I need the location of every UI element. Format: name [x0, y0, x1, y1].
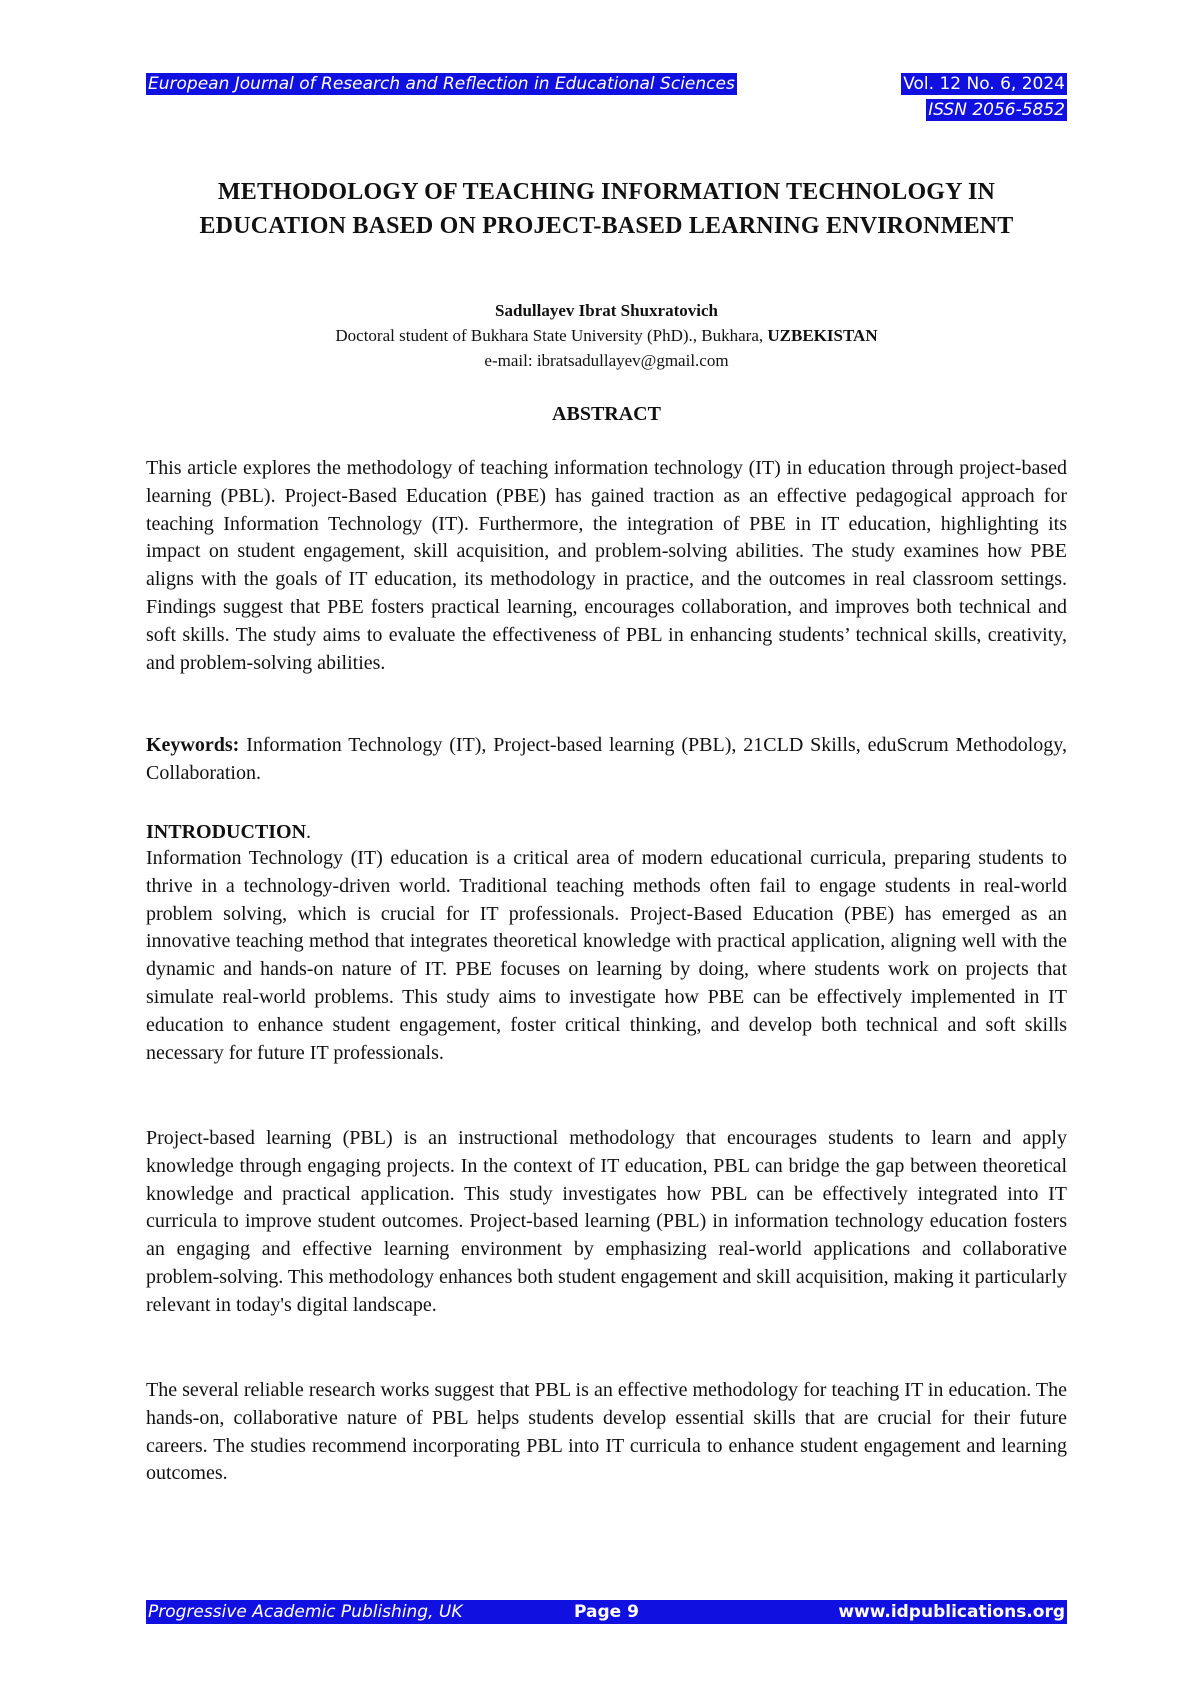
keywords — [146, 732, 1067, 788]
issn: ISSN 2056-5852 — [928, 100, 1065, 120]
page-footer — [146, 1600, 1067, 1624]
footer-publisher: Progressive Academic Publishing, UK — [148, 1602, 463, 1622]
author-name: Sadullayev Ibrat Shuxratovich — [495, 301, 718, 320]
abstract-text: This article explores the methodology of teaching information technology (IT) in education through project-based learning (PBL). Project-Based Education (PBE) has gained traction as an effective pedagogical approach for teaching Information Technology (IT). Furthermore, the integration of PBE in IT education, highlighting its impact on student engagement, skill acquisition, and problem-solving abilities. The study examines how PBE aligns with the goals of IT education, its methodology in practice, and the outcomes in real classroom settings. Findings suggest that PBE fosters practical learning, encourages collaboration, and improves both technical and soft skills. The study aims to evaluate the effectiveness of PBL in enhancing students’ technical skills, creativity, and problem-solving abilities. — [146, 457, 1067, 674]
introduction-heading-text: INTRODUCTION — [146, 821, 307, 843]
introduction-heading — [146, 818, 311, 846]
keywords-text: Information Technology (IT), Project-based learning (PBL), 21CLD Skills, eduScrum Methodology, Collaboration. — [146, 734, 1067, 784]
introduction-paragraph: The several reliable research works suggest that PBL is an effective methodology for teaching IT in education. The hands-on, collaborative nature of PBL helps students develop essential skills that are crucial for their future careers. The studies recommend incorporating PBL into IT curricula to enhance student engagement and learning outcomes. — [146, 1379, 1067, 1485]
keywords-label: Keywords: — [146, 734, 240, 756]
author-email: e-mail: ibratsadullayev@gmail.com — [484, 351, 729, 370]
footer-page-number: Page 9 — [574, 1602, 639, 1622]
volume-issue: Vol. 12 No. 6, 2024 — [903, 74, 1065, 94]
abstract-heading: ABSTRACT — [552, 403, 661, 425]
introduction-heading-suffix: . — [306, 821, 312, 843]
footer-url[interactable]: www.idpublications.org — [838, 1602, 1065, 1622]
affiliation-country: UZBEKISTAN — [767, 326, 878, 345]
introduction-paragraph: Information Technology (IT) education is a critical area of modern educational curricula, preparing students to thrive in a technology-driven world. Traditional teaching methods often fail to engage students in real-world problem solving, which is crucial for IT professionals. Project-Based Education (PBE) has emerged as an innovative teaching method that integrates theoretical knowledge with practical application, aligning well with the dynamic and hands-on nature of IT. PBE focuses on learning by doing, where students work on projects that simulate real-world problems. This study aims to investigate how PBE can be effectively implemented in IT education to enhance student engagement, foster critical thinking, and develop both technical and soft skills necessary for future IT professionals. — [146, 847, 1067, 1064]
journal-name: European Journal of Research and Reflection in Educational Sciences — [148, 74, 735, 94]
author-affiliation — [146, 324, 1067, 348]
introduction-paragraph: Project-based learning (PBL) is an instructional methodology that encourages students to learn and apply knowledge through engaging projects. In the context of IT education, PBL can bridge the gap between theoretical knowledge and practical application. This study investigates how PBL can be effectively integrated into IT curricula to improve student outcomes. Project-based learning (PBL) in information technology education fosters an engaging and effective learning environment by emphasizing real-world applications and collaborative problem-solving. This methodology enhances both student engagement and skill acquisition, making it particularly relevant in today's digital landscape. — [146, 1127, 1067, 1316]
affiliation-text: Doctoral student of Bukhara State University (PhD)., Bukhara, — [335, 326, 768, 345]
article-title: METHODOLOGY OF TEACHING INFORMATION TECHNOLOGY IN EDUCATION BASED ON PROJECT-BASED LEARNING ENVIRONMENT — [199, 179, 1014, 239]
